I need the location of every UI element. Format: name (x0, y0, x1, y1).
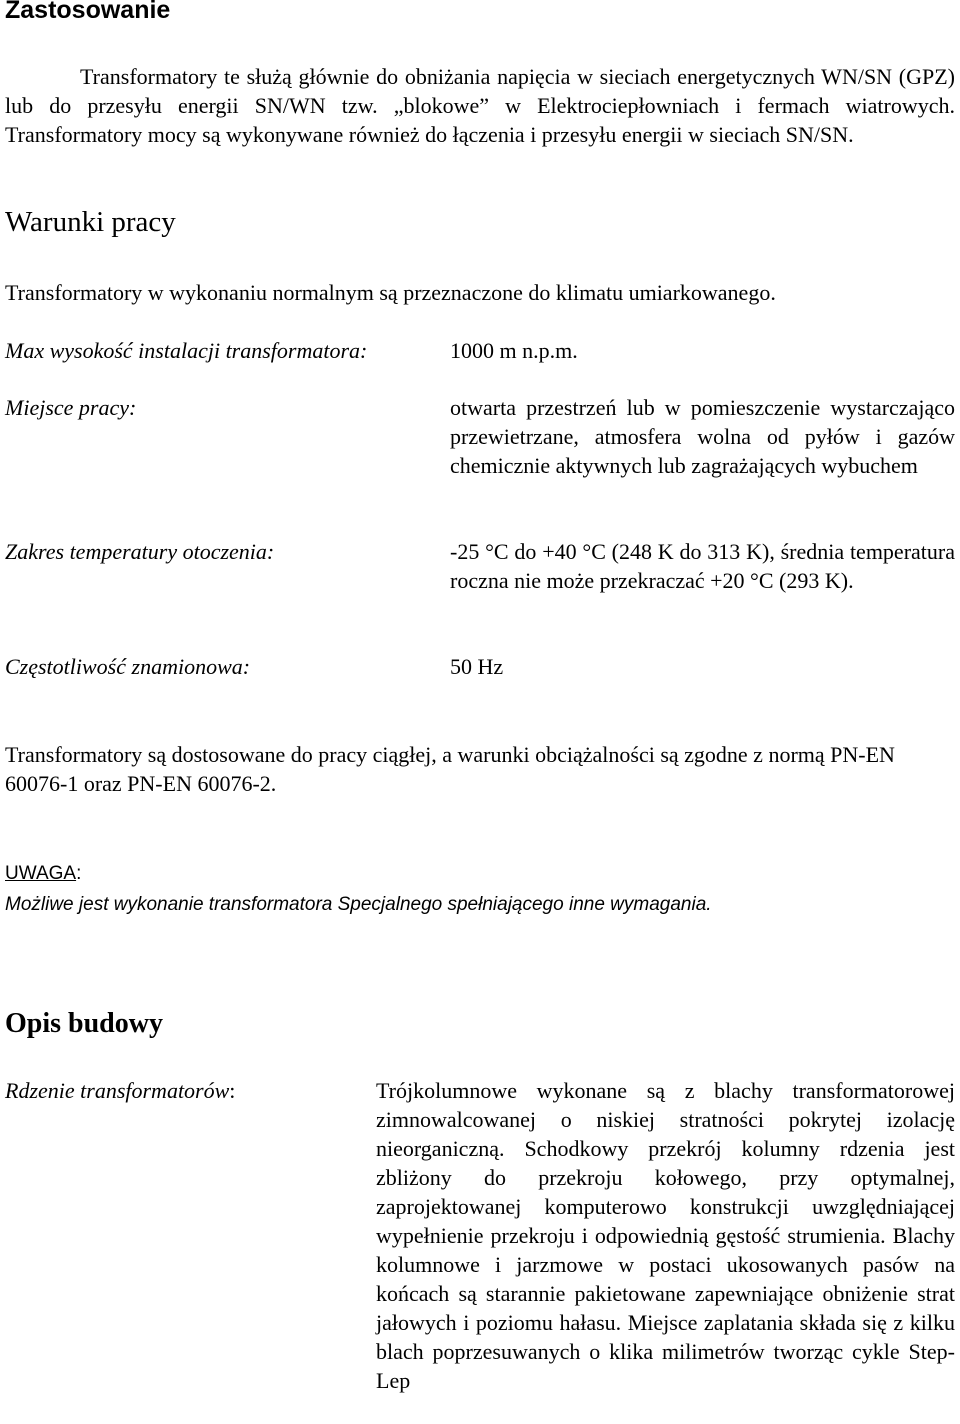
zastosowanie-paragraph: Transformatory te służą głównie do obniżania napięcia w sieciach energetycznych WN/SN (GPZ) lub do przesyłu energii SN/WN tzw. „blokowe” w Elektrociepłowniach i fermach wiatrowych. Transformatory mocy są wykonywane również do łączenia i przesyłu energii w sieciach SN/SN. (5, 64, 955, 147)
warunki-intro: Transformatory w wykonaniu normalnym są przeznaczone do klimatu umiarkowanego. (5, 280, 776, 305)
uwaga-colon: : (76, 863, 82, 884)
label-rdzenie (5, 1076, 235, 1105)
heading-zastosowanie: Zastosowanie (5, 0, 171, 24)
label-max-height: Max wysokość instalacji transformatora: (5, 338, 368, 363)
heading-warunki-pracy: Warunki pracy (5, 206, 176, 238)
label-rdzenie-text: Rdzenie transformatorów (5, 1078, 230, 1103)
value-work-place: otwarta przestrzeń lub w pomieszczenie wystarczająco przewietrzane, atmosfera wolna od pyłów i gazów chemicznie aktywnych lub zagrażających wybuchem (450, 395, 955, 478)
uwaga-text: Możliwe jest wykonanie transformatora Specjalnego spełniającego inne wymagania. (5, 894, 712, 915)
label-temperature-range: Zakres temperatury otoczenia: (5, 539, 275, 564)
heading-opis-budowy: Opis budowy (5, 1008, 163, 1039)
label-frequency: Częstotliwość znamionowa: (5, 654, 251, 679)
uwaga-label: UWAGA (5, 863, 77, 884)
conformity-paragraph: Transformatory są dostosowane do pracy ciągłej, a warunki obciążalności są zgodne z normą PN-EN 60076-1 oraz PN-EN 60076-2. (5, 742, 895, 796)
label-rdzenie-colon: : (229, 1078, 236, 1103)
label-work-place: Miejsce pracy: (5, 395, 137, 420)
value-frequency: 50 Hz (450, 654, 504, 679)
uwaga-label-line (5, 858, 81, 890)
value-rdzenie: Trójkolumnowe wykonane są z blachy transformatorowej zimnowalcowanej o niskiej stratności pokrytej izolację nieorganiczną. Schodkowy przekrój kolumny rdzenia jest zbliżony do przekroju kołowego, przy optymalnej, zaprojektowanej komputerowo konstrukcji uwzględniającej wypełnienie przekroju i odpowiednią gęstość strumienia. Blachy kolumnowe i jarzmowe w postaci ukosowanych pasów na końcach są starannie pakietowane zapewniające obniżenie strat jałowych i poziomu hałasu. Miejsce zaplatania składa się z kilku blach poprzesuwanych o klika milimetrów tworząc cykle Step-Lep (376, 1078, 955, 1393)
value-temperature-range: -25 °C do +40 °C (248 K do 313 K), średnia temperatura roczna nie może przekraczać +20 °C (293 K). (450, 539, 955, 593)
value-max-height: 1000 m n.p.m. (450, 338, 578, 363)
